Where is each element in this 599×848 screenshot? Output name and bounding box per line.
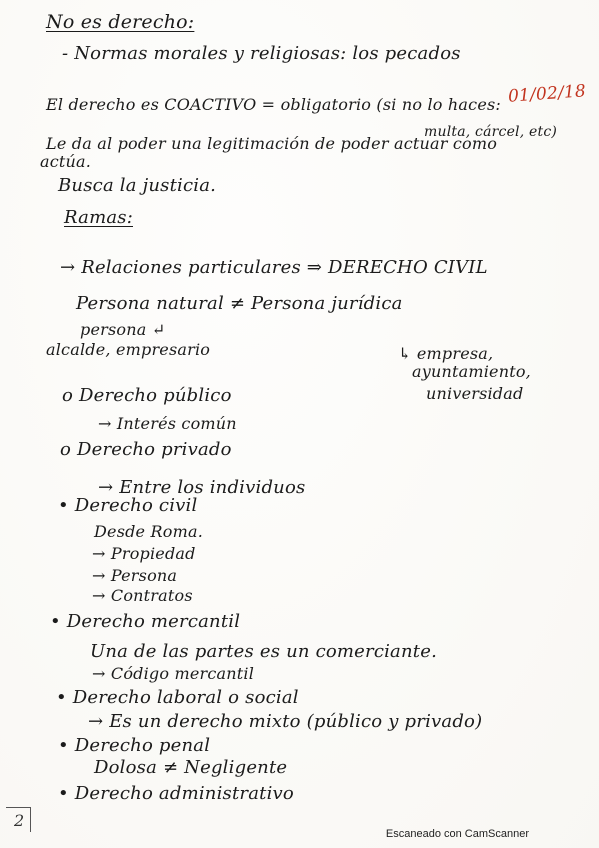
derecho-penal-item: Dolosa ≠ Negligente	[94, 757, 288, 778]
relaciones-line: → Relaciones particulares ⇒ DERECHO CIVIL	[60, 257, 488, 278]
legitimacion-line: Le da al poder una legitimación de poder actuar como	[46, 134, 498, 153]
derecho-civil-item: → Contratos	[92, 586, 193, 605]
heading-ramas: Ramas:	[64, 207, 133, 228]
camscanner-watermark: Escaneado con CamScanner	[385, 828, 529, 840]
empresa-line: ↳ empresa,	[398, 344, 494, 363]
derecho-mercantil-item: → Código mercantil	[92, 664, 255, 683]
derecho-mercantil-desc: Una de las partes es un comerciante.	[90, 641, 437, 662]
no-es-derecho-item: - Normas morales y religiosas: los pecados	[62, 43, 461, 64]
actua-line: actúa.	[40, 152, 92, 171]
universidad-line: universidad	[426, 384, 524, 403]
heading-no-es-derecho: No es derecho:	[46, 11, 195, 33]
coactivo-line: El derecho es COACTIVO = obligatorio (si no lo haces:	[46, 95, 502, 114]
derecho-privado-heading: o Derecho privado	[60, 439, 232, 460]
derecho-laboral-heading: • Derecho laboral o social	[56, 687, 299, 708]
derecho-civil-item: → Persona	[92, 566, 178, 585]
derecho-publico-heading: o Derecho público	[62, 385, 232, 406]
derecho-privado-item: → Entre los individuos	[98, 477, 306, 498]
derecho-administrativo-heading: • Derecho administrativo	[58, 783, 294, 804]
derecho-laboral-item: → Es un derecho mixto (público y privado)	[88, 711, 483, 732]
date-note: 01/02/18	[507, 81, 587, 107]
derecho-publico-item: → Interés común	[98, 414, 237, 433]
persona-natural-line: Persona natural ≠ Persona jurídica	[76, 293, 403, 314]
page-number: 2	[14, 811, 25, 830]
derecho-civil-item: → Propiedad	[92, 544, 196, 563]
derecho-mercantil-heading: • Derecho mercantil	[50, 611, 241, 632]
derecho-penal-heading: • Derecho penal	[58, 735, 211, 756]
multa-line: multa, cárcel, etc)	[424, 124, 558, 140]
alcalde-line: alcalde, empresario	[46, 340, 211, 359]
derecho-civil-heading: • Derecho civil	[58, 495, 198, 516]
ayuntamiento-line: ayuntamiento,	[412, 362, 531, 381]
justicia-line: Busca la justicia.	[58, 175, 217, 196]
derecho-civil-desde: Desde Roma.	[94, 522, 203, 541]
persona-label: persona ↵	[80, 320, 166, 339]
